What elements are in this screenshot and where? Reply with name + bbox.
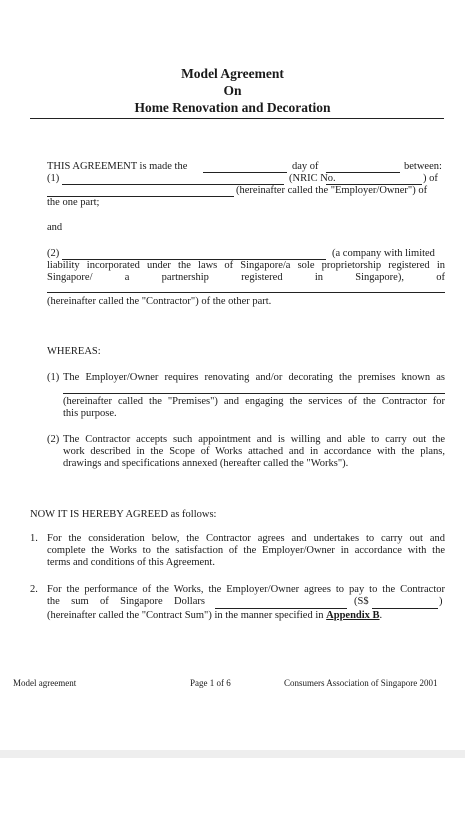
clause-2-line-3-text: (hereinafter called the "Contract Sum") in the manner specified in: [47, 610, 324, 621]
clause-2-line-1: For the performance of the Works, the Employer/Owner agrees to pay to the Contractor: [47, 584, 445, 595]
recital-1-number: (1): [47, 372, 60, 383]
page-separator: [0, 750, 465, 758]
party-2-word: partnership: [161, 272, 209, 283]
clause-2-word: the: [47, 596, 60, 607]
party-2-word: Singapore/: [47, 272, 93, 283]
clause-2-line-3: [47, 610, 382, 622]
clause-2-period: .: [379, 610, 383, 621]
footer-right: Consumers Association of Singapore 2001: [284, 678, 438, 688]
next-page-area: [0, 758, 465, 828]
clause-2-sgd-label: (S$: [354, 596, 369, 607]
intro-text: THIS AGREEMENT is made the: [47, 161, 188, 172]
clause-1-line-2: complete the Works to the satisfaction of the Employer/Owner in accordance with the: [47, 545, 445, 556]
blank-day: [203, 172, 287, 173]
recital-2-line-1: The Contractor accepts such appointment and is willing and able to carry out the: [63, 434, 445, 445]
recital-2-line-3: drawings and specifications annexed (hereafter called the "Works").: [63, 458, 349, 469]
clause-2-word: of: [100, 596, 109, 607]
title-line-1: Model Agreement: [181, 66, 284, 81]
clause-1-line-1: For the consideration below, the Contractor agrees and undertakes to carry out and: [47, 533, 445, 544]
recital-2-line-2: work described in the Scope of Works attached and in accordance with the plans,: [63, 446, 445, 457]
blank-sum-figures: [372, 608, 438, 609]
agreed-heading: NOW IT IS HEREBY AGREED as follows:: [30, 509, 217, 520]
recital-2-number: (2): [47, 434, 60, 445]
footer-left: Model agreement: [13, 678, 77, 688]
party-2-company: (a company with limited: [332, 248, 435, 259]
party-1-one-part: the one part;: [47, 197, 100, 208]
party-1-nric-end: ) of: [423, 173, 438, 184]
party-2-word: a: [124, 272, 130, 283]
blank-month: [326, 172, 400, 173]
recital-1-line-3: this purpose.: [63, 408, 117, 419]
and-text: and: [47, 222, 63, 233]
clause-2-word: Singapore: [120, 596, 163, 607]
intro-day-of: day of: [292, 161, 319, 172]
clause-2-sum-text: [47, 596, 205, 608]
title-line-2: On: [223, 83, 242, 98]
party-2-word: registered: [241, 272, 283, 283]
title-line-3: Home Renovation and Decoration: [134, 100, 331, 115]
party-2-word: of: [436, 272, 445, 283]
party-2-line-3: [47, 272, 445, 284]
title-underline: [30, 118, 444, 119]
party-1-employer-note: (hereinafter called the "Employer/Owner") of: [236, 185, 428, 196]
party-1-number: (1): [47, 173, 60, 184]
clause-1-line-3: terms and conditions of this Agreement.: [47, 557, 215, 568]
intro-between: between:: [404, 161, 442, 172]
whereas-heading: WHEREAS:: [47, 346, 101, 357]
clause-2-sgd-close: ): [439, 596, 443, 607]
party-1-nric-label: (NRIC No.: [289, 173, 336, 184]
party-2-contractor-note: (hereinafter called the "Contractor") of the other part.: [47, 296, 272, 307]
party-2-line-2: liability incorporated under the laws of Singapore/a sole proprietorship registered in: [47, 260, 445, 271]
clause-2-word: Dollars: [174, 596, 205, 607]
clause-2-word: sum: [71, 596, 89, 607]
blank-party-2-address: [47, 292, 445, 293]
clause-1-number: 1.: [30, 533, 38, 544]
recital-1-line-2: (hereinafter called the "Premises") and engaging the services of the Contractor for: [63, 396, 445, 407]
party-2-number: (2): [47, 248, 60, 259]
clause-2-number: 2.: [30, 584, 38, 595]
footer-page-number: Page 1 of 6: [190, 678, 231, 688]
blank-premises: [63, 393, 445, 394]
appendix-b-reference: Appendix B: [326, 610, 380, 621]
party-2-word: Singapore),: [355, 272, 404, 283]
party-2-word: in: [314, 272, 323, 283]
recital-1-line-1: The Employer/Owner requires renovating and/or decorating the premises known as: [63, 372, 445, 383]
blank-sum-words: [215, 608, 347, 609]
